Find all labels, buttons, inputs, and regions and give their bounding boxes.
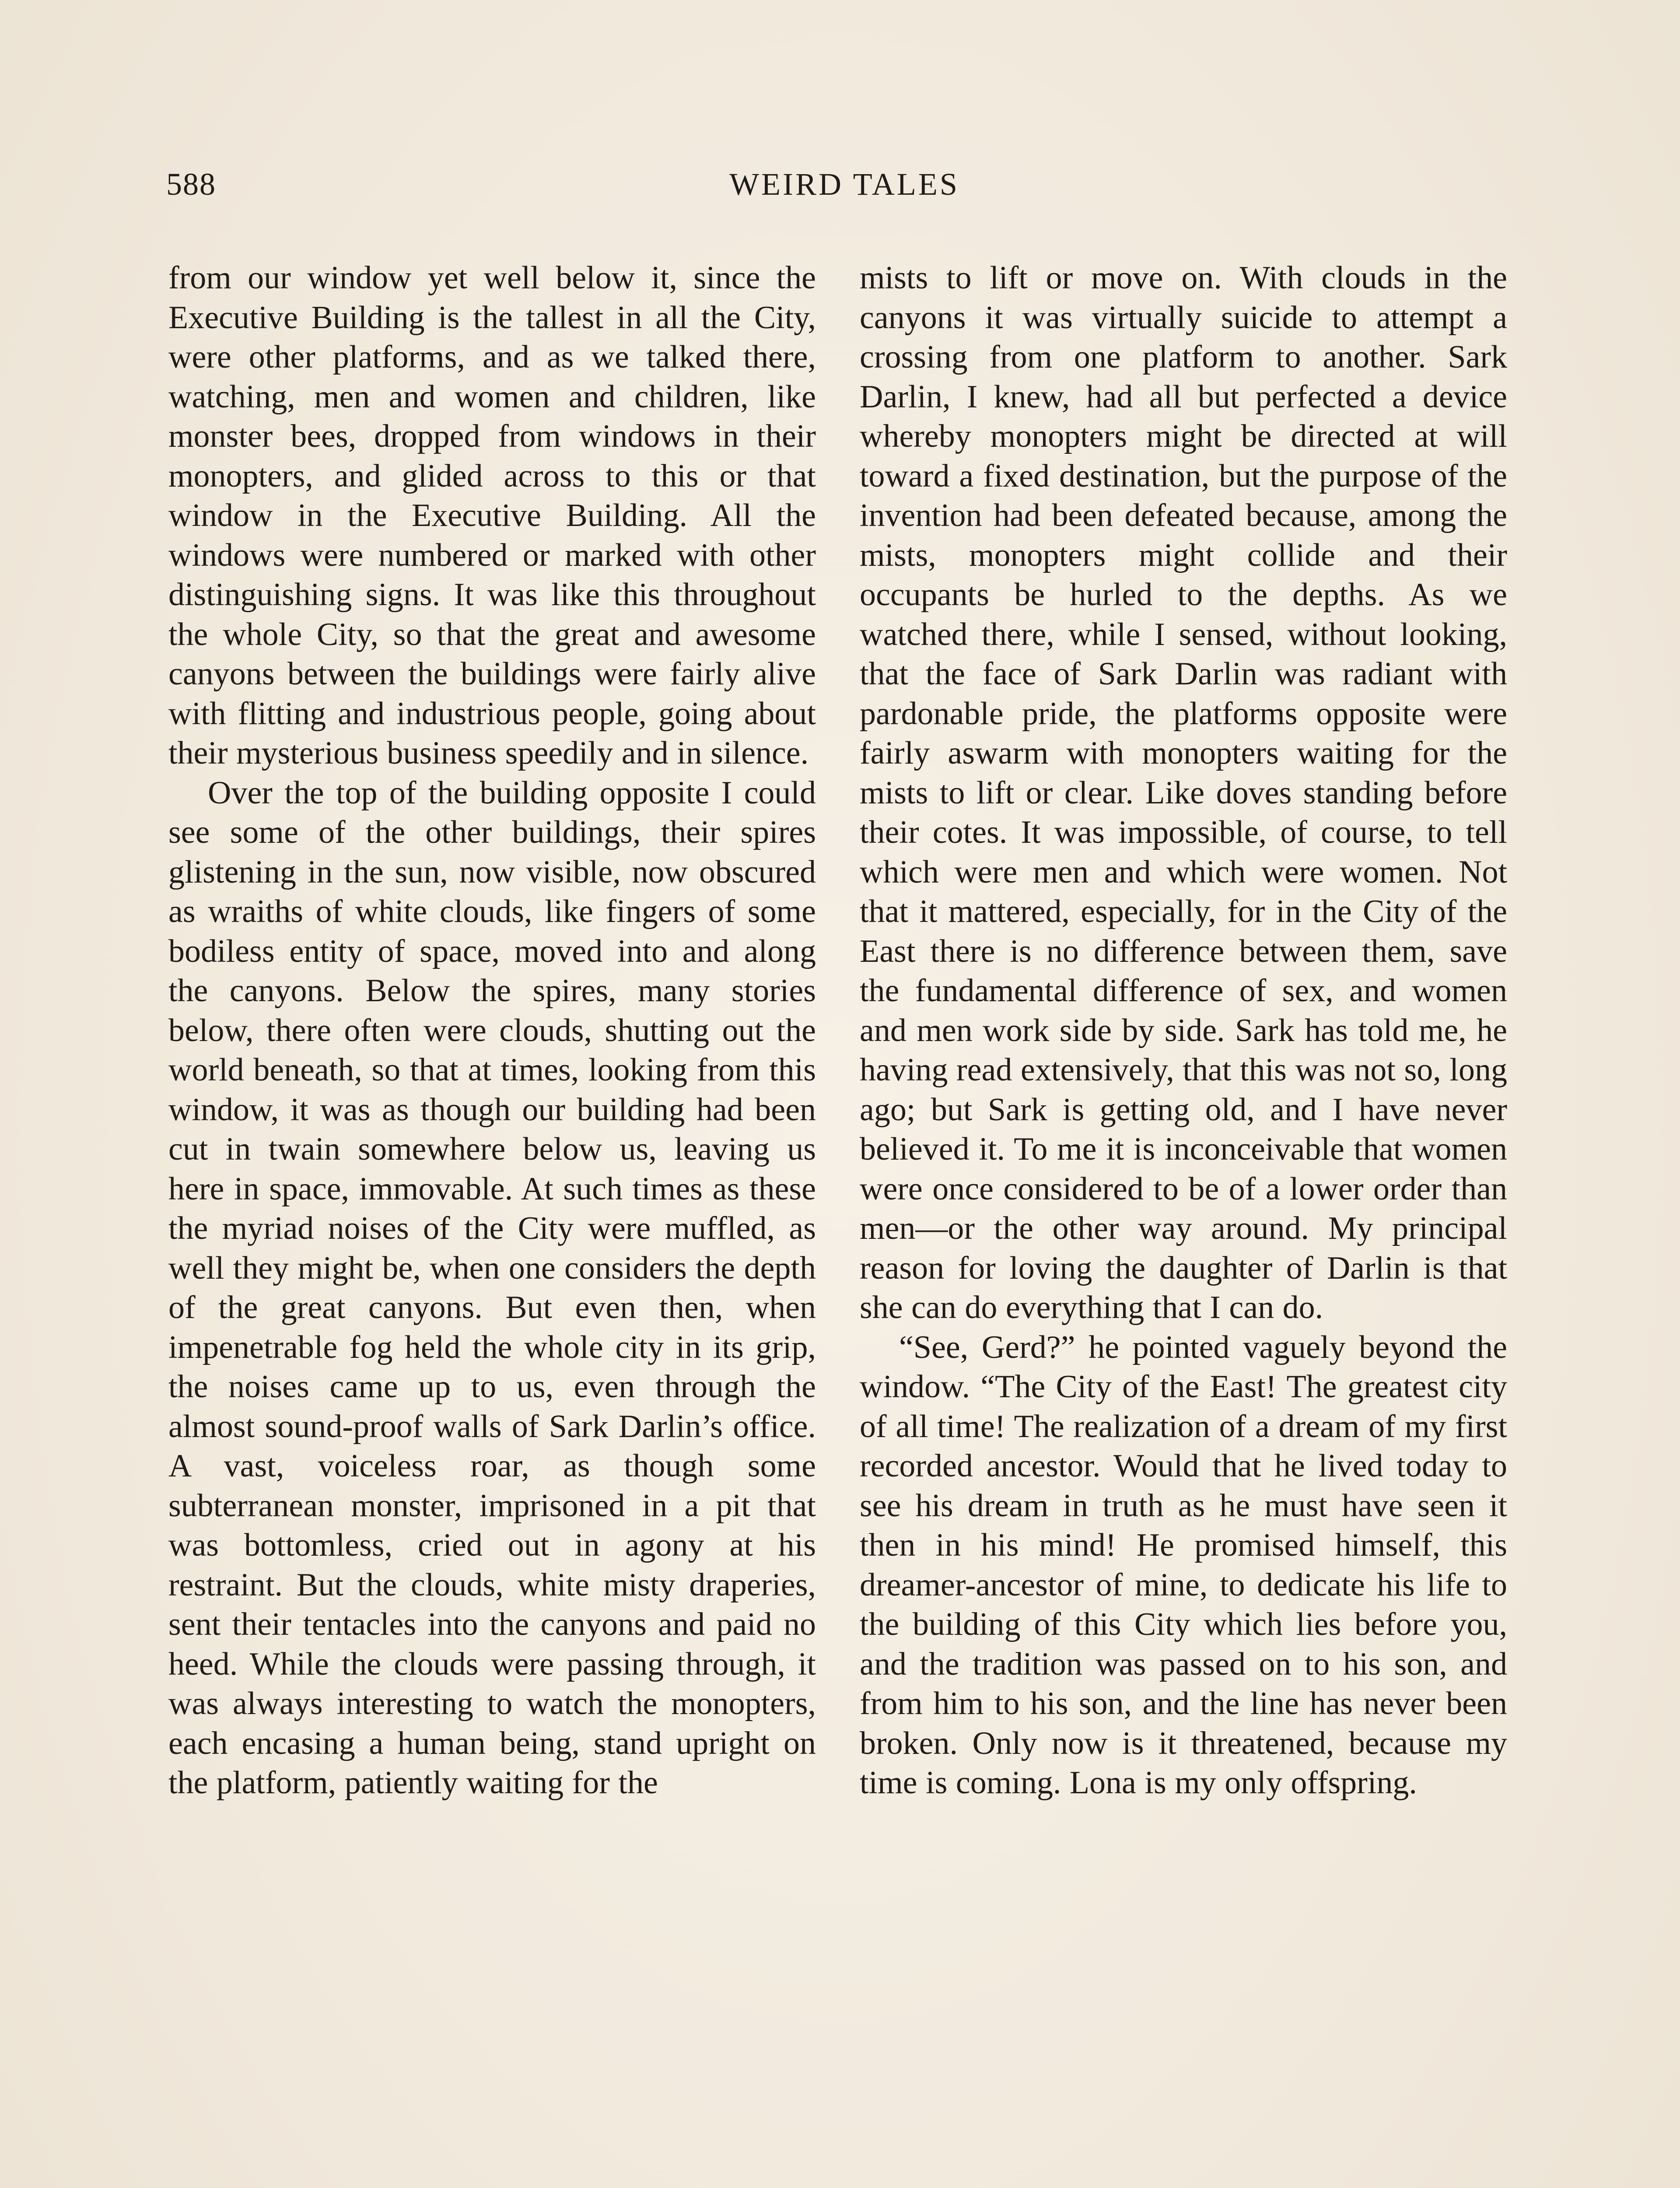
page-number: 588 [166,167,216,202]
text-column-right [860,258,1507,2188]
text-column-left [168,258,816,2188]
running-title: WEIRD TALES [729,167,959,202]
paragraph-continued: mists to lift or move on. With clouds in the canyons it was virtually suicide to attempt a crossing from one platform to another. Sark Darlin, I knew, had all but perfected a device whereby monopters might be directed at will toward a fixed destination, but the purpose of the invention had been defeated because, among the mists, monopters might collide and their occupants be hurled to the depths. As we watched there, while I sensed, without looking, that the face of Sark Darlin was radiant with pardonable pride, the platforms opposite were fairly aswarm with monopters waiting for the mists to lift or clear. Like doves standing before their cotes. It was impossible, of course, to tell which were men and which were women. Not that it mattered, especially, for in the City of the East there is no difference between them, save the fundamental difference of sex, and women and men work side by side. Sark has told me, he having read extensively, that this was not so, long ago; but Sark is getting old, and I have never believed it. To me it is inconceivable that women were once considered to be of a lower order than men—or the other way around. My principal reason for loving the daughter of Darlin is that she can do everything that I can do. [860,260,1507,1325]
paragraph-continued: from our window yet well below it, since the Executive Building is the tallest in all the City, were other platforms, and as we talked there, watching, men and women and children, like monster bees, dropped from windows in their monopters, and glided across to this or that window in the Executive Building. All the windows were numbered or marked with other distinguishing signs. It was like this throughout the whole City, so that the great and awesome canyons between the buildings were fairly alive with flitting and industrious people, going about their mysterious business speedily and in silence. [168,260,816,771]
page-header [166,166,1522,206]
paragraph: Over the top of the building opposite I could see some of the other buildings, their spires glistening in the sun, now visible, now obscured as wraiths of white clouds, like fingers of some bodiless entity of space, moved into and along the canyons. Below the spires, many stories below, there often were clouds, shutting out the world beneath, so that at times, looking from this window, it was as though our building had been cut in twain somewhere below us, leaving us here in space, immovable. At such times as these the myriad noises of the City were muffled, as well they might be, when one considers the depth of the great canyons. But even then, when impenetrable fog held the whole city in its grip, the noises came up to us, even through the almost sound-proof walls of Sark Darlin’s office. A vast, voiceless roar, as though some subterranean monster, imprisoned in a pit that was bottomless, cried out in agony at his restraint. But the clouds, white misty draperies, sent their tentacles into the canyons and paid no heed. While the clouds were passing through, it was always interesting to watch the monopters, each encasing a human being, stand upright on the platform, patiently waiting for the [168,775,816,1801]
paragraph: “See, Gerd?” he pointed vaguely beyond the window. “The City of the East! The greatest city of all time! The realization of a dream of my first recorded ancestor. Would that he lived today to see his dream in truth as he must have seen it then in his mind! He promised himself, this dreamer-ancestor of mine, to dedicate his life to the building of this City which lies before you, and the tradition was passed on to his son, and from him to his son, and the line has never been broken. Only now is it threatened, because my time is coming. Lona is my only offspring. [860,1329,1507,1801]
